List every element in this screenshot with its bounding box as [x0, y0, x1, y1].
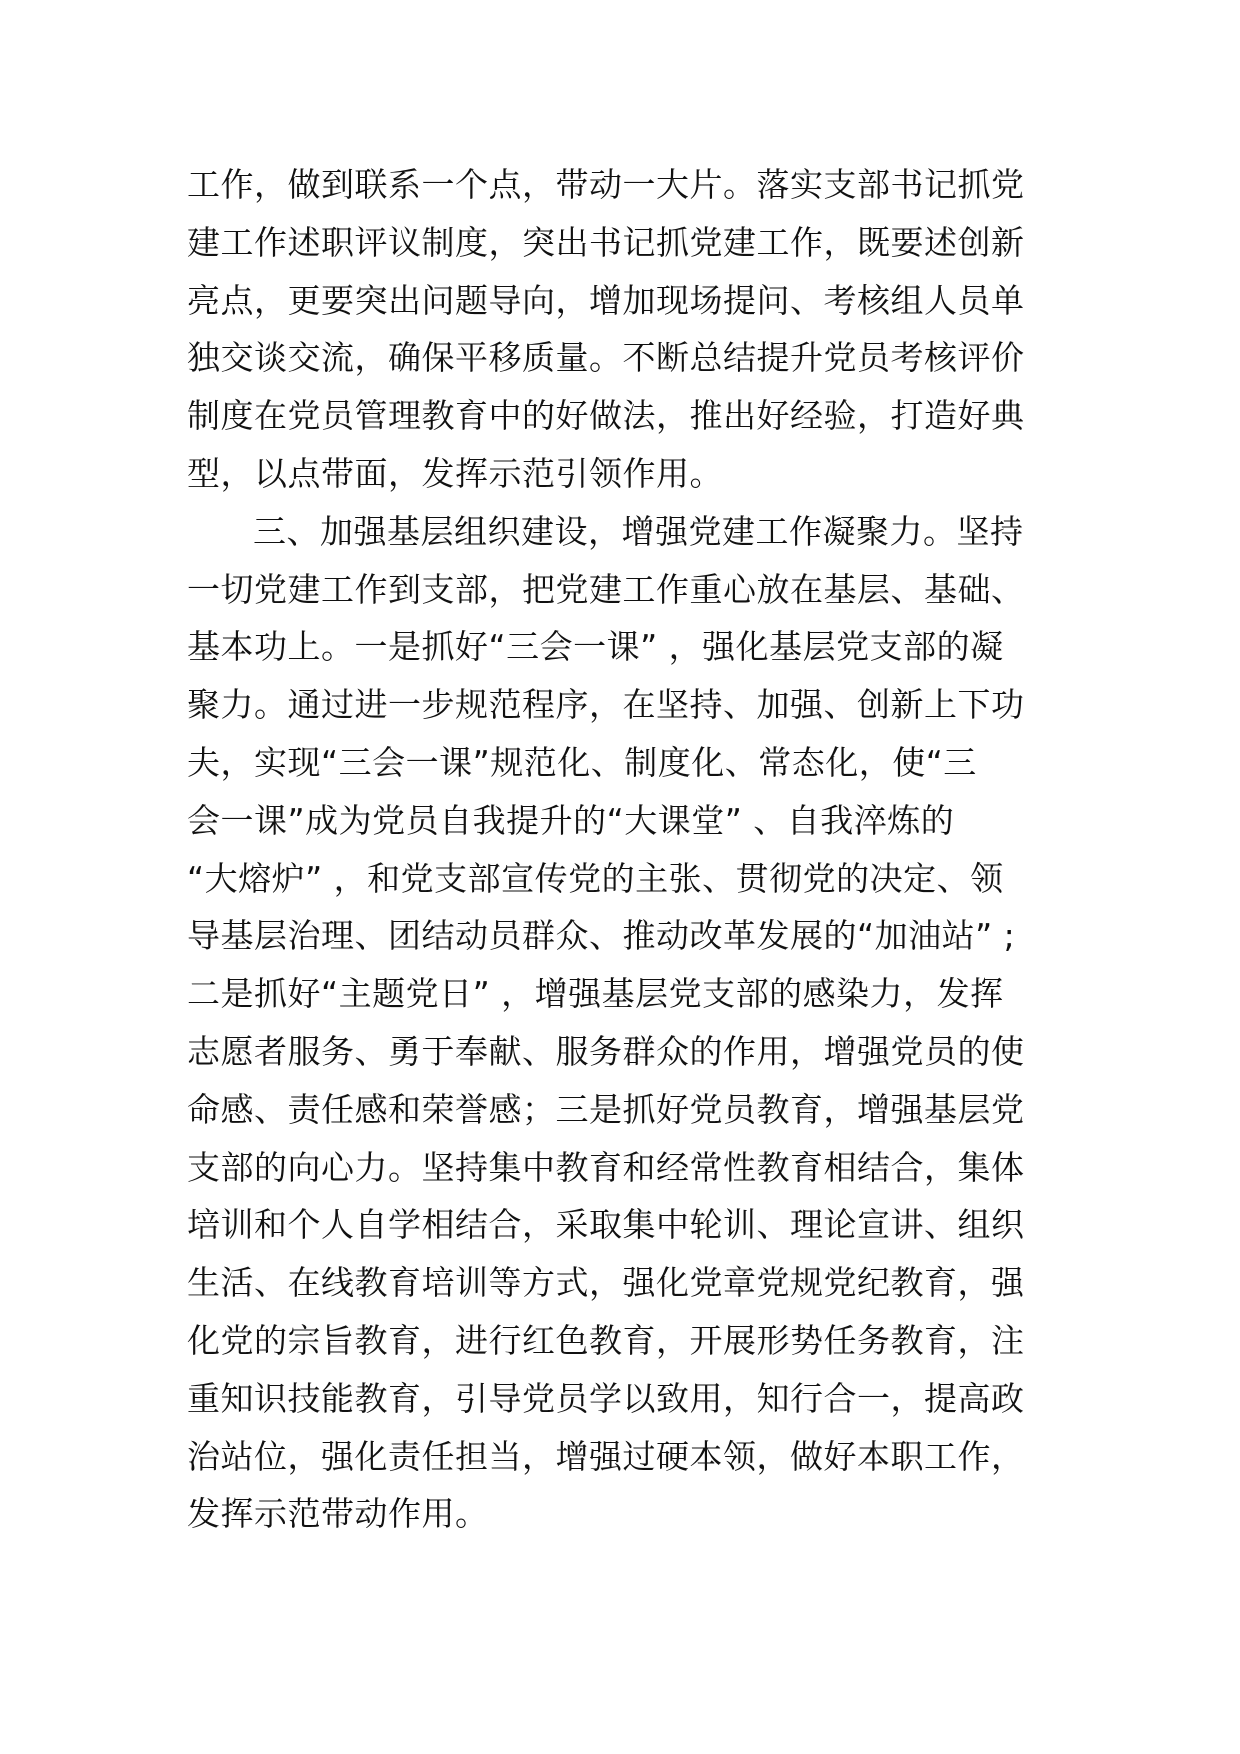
text-line: 命感、责任感和荣誉感；三是抓好党员教育，增强基层党 [187, 1089, 1025, 1129]
text-line: 独交谈交流，确保平移质量。不断总结提升党员考核评价 [187, 338, 1025, 378]
text-line: 亮点，更要突出问题导向，增加现场提问、考核组人员单 [187, 280, 1025, 320]
text-line: 工作，做到联系一个点，带动一大片。落实支部书记抓党 [187, 165, 1025, 204]
text-line: 一切党建工作到支部，把党建工作重心放在基层、基础、 [187, 569, 1025, 609]
body-text [187, 156, 1067, 1543]
text-line: 三、加强基层组织建设，增强党建工作凝聚力。坚持 [253, 511, 1024, 551]
text-line: 志愿者服务、勇于奉献、服务群众的作用，增强党员的使 [187, 1031, 1025, 1071]
text-line: 会一课”成为党员自我提升的“大课堂” 、自我淬炼的 [187, 800, 955, 840]
text-line: 发挥示范带动作用。 [187, 1494, 489, 1534]
text-line: 型，以点带面，发挥示范引领作用。 [187, 453, 723, 493]
text-line: 夫，实现“三会一课”规范化、制度化、常态化，使“三 [187, 742, 977, 782]
text-line: 建工作述职评议制度，突出书记抓党建工作，既要述创新 [187, 222, 1025, 262]
text-line: 导基层治理、团结动员群众、推动改革发展的“加油站” ; [187, 916, 1016, 956]
paragraph [187, 503, 1067, 1543]
text-line: 制度在党员管理教育中的好做法，推出好经验，打造好典 [187, 396, 1025, 436]
text-line: “大熔炉” ，和党支部宣传党的主张、贯彻党的决定、领 [187, 858, 1004, 898]
text-line: 二是抓好“主题党日” ，增强基层党支部的感染力，发挥 [187, 974, 1004, 1014]
text-line: 基本功上。一是抓好“三会一课” ，强化基层党支部的凝 [187, 627, 1004, 667]
text-line: 化党的宗旨教育，进行红色教育，开展形势任务教育，注 [187, 1320, 1025, 1360]
paragraph [187, 156, 1067, 503]
text-line: 支部的向心力。坚持集中教育和经常性教育相结合，集体 [187, 1147, 1025, 1187]
text-line: 聚力。通过进一步规范程序，在坚持、加强、创新上下功 [187, 685, 1025, 725]
text-line: 治站位，强化责任担当，增强过硬本领，做好本职工作， [187, 1436, 1025, 1476]
text-line: 生活、在线教育培训等方式，强化党章党规党纪教育，强 [187, 1263, 1025, 1303]
text-line: 重知识技能教育，引导党员学以致用，知行合一，提高政 [187, 1378, 1025, 1418]
text-line: 培训和个人自学相结合，采取集中轮训、理论宣讲、组织 [187, 1205, 1025, 1245]
